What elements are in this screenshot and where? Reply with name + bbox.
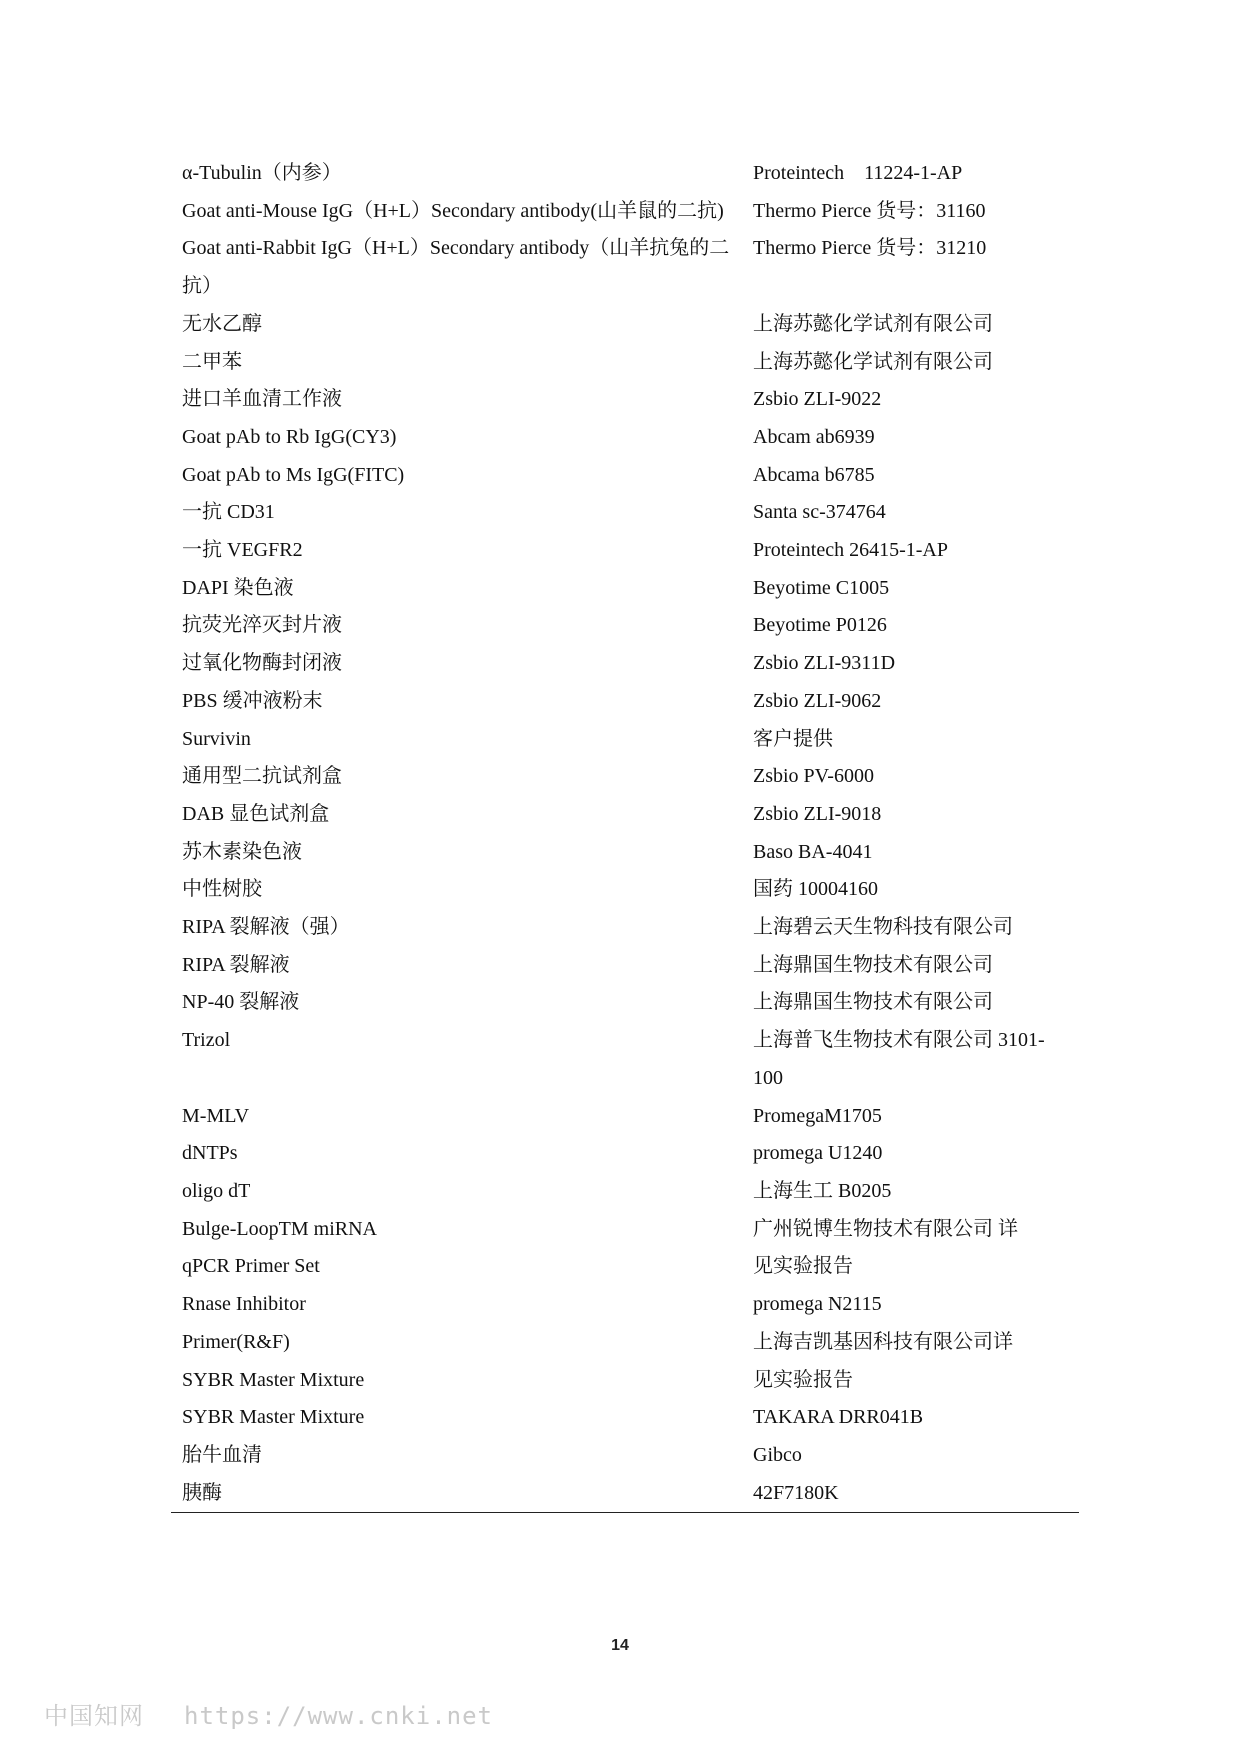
reagent-source: Thermo Pierce 货号：31160 [753, 199, 986, 222]
reagent-source: Beyotime C1005 [753, 576, 890, 599]
reagent-name: M-MLV [182, 1104, 250, 1127]
table-row [171, 532, 1079, 570]
reagent-source: Thermo Pierce 货号：31210 [753, 237, 987, 260]
reagent-name: 抗荧光淬灭封片液 [182, 614, 342, 637]
reagent-name: SYBR Master Mixture [182, 1406, 365, 1429]
reagent-source: 上海普飞生物技术有限公司 3101-100 [753, 1029, 1045, 1089]
reagent-name: PBS 缓冲液粉末 [182, 689, 323, 712]
reagent-source: Zsbio ZLI-9062 [753, 689, 882, 712]
reagent-source: 上海鼎国生物技术有限公司 [753, 953, 993, 976]
table-row [171, 796, 1079, 834]
table-row [171, 1211, 1079, 1249]
reagent-name: 二甲苯 [182, 350, 242, 373]
watermark-url: https://www.cnki.net [184, 1702, 493, 1730]
reagent-source: 上海苏懿化学试剂有限公司 [753, 312, 993, 335]
reagent-name: Survivin [182, 727, 251, 750]
reagent-source: TAKARA DRR041B [753, 1406, 924, 1429]
reagent-name: RIPA 裂解液 [182, 953, 290, 976]
reagent-source: Proteintech 11224-1-AP [753, 162, 963, 184]
reagent-name: oligo dT [182, 1179, 251, 1202]
reagent-name: Goat anti-Rabbit IgG（H+L）Secondary antibody（山羊抗兔的二抗） [182, 237, 730, 298]
reagent-source: Abcama b6785 [753, 463, 875, 486]
reagent-name: Bulge-LoopTM miRNA [182, 1217, 377, 1240]
cnki-watermark [44, 1696, 493, 1731]
reagent-source: Proteintech 26415-1-AP [753, 539, 948, 562]
table-row [171, 419, 1079, 457]
reagent-source: 42F7180K [753, 1475, 1079, 1513]
table-row [171, 947, 1079, 985]
reagent-name: 胎牛血清 [182, 1443, 262, 1466]
reagent-name: 无水乙醇 [182, 312, 262, 335]
reagent-name: 胰酶 [171, 1475, 753, 1513]
reagent-source: Zsbio ZLI-9018 [753, 802, 882, 825]
reagent-source: 上海碧云天生物科技有限公司 [753, 916, 1013, 939]
reagent-source: Zsbio ZLI-9022 [753, 388, 882, 411]
table-row [171, 1437, 1079, 1475]
reagent-table-body [171, 155, 1079, 1513]
reagent-source: Santa sc-374764 [753, 501, 886, 524]
reagent-source: 客户提供 [753, 727, 833, 750]
reagent-source: Baso BA-4041 [753, 840, 873, 863]
table-row [171, 607, 1079, 645]
reagent-name: 过氧化物酶封闭液 [182, 652, 342, 675]
table-row [171, 344, 1079, 382]
table-row [171, 834, 1079, 872]
reagent-source: Zsbio PV-6000 [753, 765, 874, 788]
table-row [171, 1399, 1079, 1437]
table-row [171, 909, 1079, 947]
watermark-cn: 中国知网 [44, 1702, 144, 1730]
table-row [171, 1248, 1079, 1286]
table-row [171, 1135, 1079, 1173]
table-row [171, 683, 1079, 721]
reagent-source: Beyotime P0126 [753, 614, 887, 637]
table-row [171, 1173, 1079, 1211]
reagent-name: Trizol [182, 1029, 231, 1052]
reagent-source: 国药 10004160 [753, 878, 878, 901]
reagent-source: 上海苏懿化学试剂有限公司 [753, 350, 993, 373]
page-number: 14 [611, 1637, 629, 1654]
reagent-name: 通用型二抗试剂盒 [182, 765, 342, 788]
reagent-name: α-Tubulin（内参） [182, 162, 342, 184]
reagent-name: Rnase Inhibitor [182, 1293, 306, 1316]
reagent-name: 中性树胶 [182, 878, 262, 901]
table-row [171, 984, 1079, 1022]
reagent-name: DAB 显色试剂盒 [182, 802, 330, 825]
reagent-source: promega U1240 [753, 1142, 883, 1165]
reagent-source: Abcam ab6939 [753, 425, 875, 448]
table-row [171, 871, 1079, 909]
reagent-source: promega N2115 [753, 1293, 882, 1316]
table-row [171, 155, 1079, 193]
reagent-source: Zsbio ZLI-9311D [753, 652, 896, 675]
reagent-name: Goat pAb to Rb IgG(CY3) [182, 425, 397, 448]
table-row [171, 1362, 1079, 1400]
table-row [171, 721, 1079, 759]
reagent-name: Goat anti-Mouse IgG（H+L）Secondary antibody(山羊鼠的二抗) [182, 199, 724, 222]
table-row [171, 1475, 1079, 1513]
reagent-name: RIPA 裂解液（强） [182, 916, 350, 939]
table-row [171, 758, 1079, 796]
reagent-source: 见实验报告 [753, 1368, 853, 1391]
reagent-name: qPCR Primer Set [182, 1255, 320, 1278]
table-row [171, 230, 1079, 305]
reagent-name: Goat pAb to Ms IgG(FITC) [182, 463, 405, 486]
reagent-name: 苏木素染色液 [182, 840, 302, 863]
reagent-name: 进口羊血清工作液 [182, 388, 342, 411]
reagent-source: Gibco [753, 1443, 802, 1466]
reagent-name: dNTPs [182, 1142, 238, 1165]
reagent-name: 一抗 VEGFR2 [182, 539, 303, 562]
table-row [171, 1286, 1079, 1324]
table-row [171, 381, 1079, 419]
table-row [171, 306, 1079, 344]
reagent-name: 一抗 CD31 [182, 501, 275, 524]
reagent-source: 上海鼎国生物技术有限公司 [753, 991, 993, 1014]
reagent-name: DAPI 染色液 [182, 576, 294, 599]
reagent-source: 广州锐博生物技术有限公司 详 [753, 1217, 1018, 1240]
table-row [171, 570, 1079, 608]
table-row [171, 193, 1079, 231]
table-row [171, 645, 1079, 683]
reagent-name: Primer(R&F) [182, 1330, 290, 1353]
reagent-source: 上海吉凯基因科技有限公司详 [753, 1330, 1013, 1353]
reagent-source: PromegaM1705 [753, 1104, 882, 1127]
reagent-table [171, 155, 1079, 1513]
table-row [171, 1324, 1079, 1362]
reagent-source: 上海生工 B0205 [753, 1179, 892, 1202]
table-row [171, 1098, 1079, 1136]
reagent-source: 见实验报告 [753, 1255, 853, 1278]
table-row [171, 1022, 1079, 1097]
reagent-name: NP-40 裂解液 [182, 991, 300, 1014]
reagent-name: SYBR Master Mixture [182, 1368, 365, 1391]
table-row [171, 494, 1079, 532]
table-row [171, 457, 1079, 495]
